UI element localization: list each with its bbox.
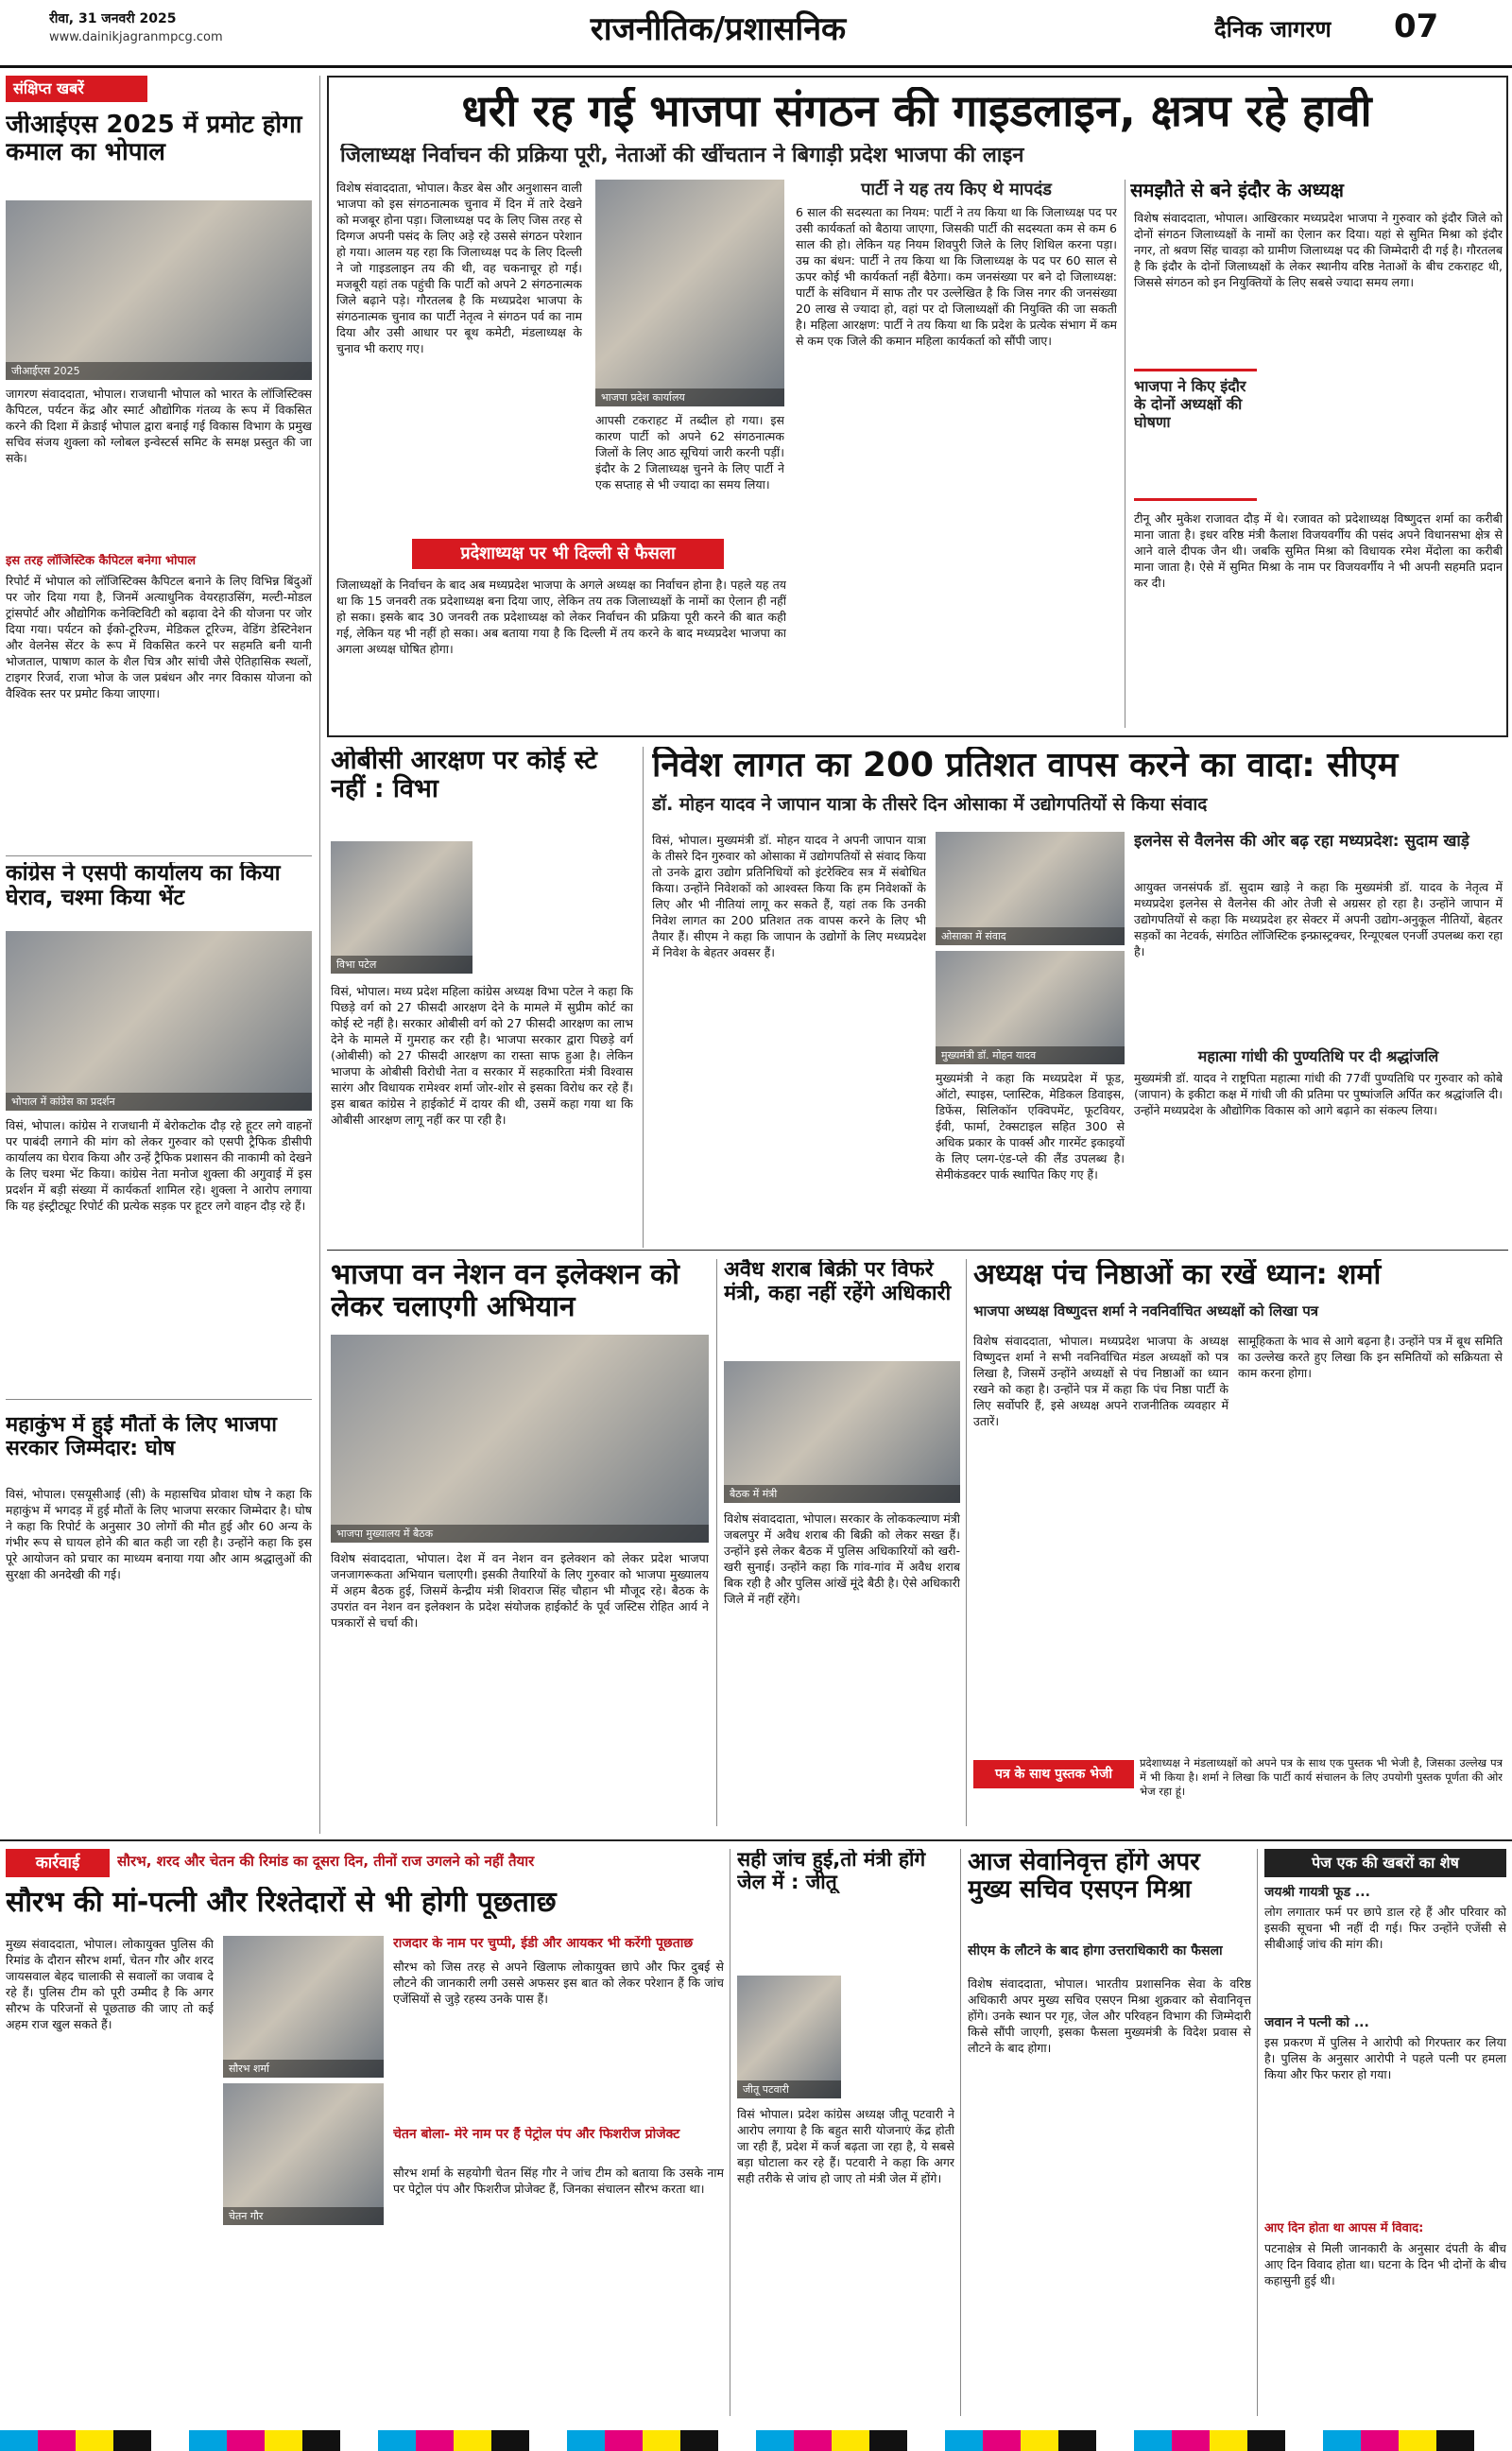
masthead-website: www.dainikjagranmpcg.com [49, 30, 223, 44]
onenation-body: विशेष संवाददाता, भोपाल। देश में वन नेशन वन इलेक्शन को लेकर प्रदेश भाजपा जनजागरूकता अभियान चलाएगी। इसकी तैयारियों के लिए गुरुवार को भाजपा मुख्यालय में अहम बैठक हुई, जिसमें केन्द्रीय मंत्री शिवराज सिंह चौहान भी मौजूद रहे। बैठक के उपरांत वन नेशन वन इलेक्शन के प्रदेश संयोजक हाईकोर्ट के पूर्व जस्टिस रोहित आर्य ने पत्रकारों से चर्चा की। [331, 1551, 709, 1630]
invest-photo-1 [936, 832, 1125, 945]
saurabh-headline: सौरभ की मां-पत्नी और रिश्तेदारों से भी होगी पूछताछ [6, 1887, 557, 1919]
lead-col2: आपसी टकराहट में तब्दील हो गया। इस कारण पार्टी को अपने 62 संगठनात्मक जिलों के लिए आठ सूचियां जारी करनी पड़ीं। इंदौर के 2 जिलाध्यक्ष चुनने के लिए पार्टी ने एक सप्ताह से भी ज्यादा का समय लिया। [595, 413, 784, 492]
lead-deck: जिलाध्यक्ष निर्वाचन की प्रक्रिया पूरी, नेताओं की खींचतान ने बिगाड़ी प्रदेश भाजपा की लाइन [340, 144, 1024, 167]
brief-photo-caption: जीआईएस 2025 [6, 362, 312, 380]
rules-head: पार्टी ने यह तय किए थे मापदंड [861, 180, 1052, 199]
invest-side-head2: महात्मा गांधी की पुण्यतिथि पर दी श्रद्धांजलि [1197, 1047, 1439, 1065]
jitu-photo-caption: जीतू पटवारी [737, 2080, 841, 2098]
onenation-photo-caption: भाजपा मुख्यालय में बैठक [331, 1525, 709, 1543]
congress-photo-caption: भोपाल में कांग्रेस का प्रदर्शन [6, 1093, 312, 1111]
rules-body: 6 साल की सदस्यता का नियम: पार्टी ने तय किया था कि जिलाध्यक्ष पद पर उसी कार्यकर्ता को बैठाया जाएगा, जिसकी पार्टी की सदस्यता कम से कम 6 साल की हो। लेकिन यह नियम शिवपुरी जिले के लिए शिथिल करना पड़ा। उम्र का बंधन: पार्टी ने तय किया था कि जिलाध्यक्ष के पद पर 60 साल से ऊपर कोई भी कार्यकर्ता नहीं बैठेगा। कम जनसंख्या पर बने दो जिलाध्यक्ष: पार्टी के संविधान में साफ तौर पर उल्लेखित है कि जिस नगर की जनसंख्या 20 लाख से ज्यादा हो, वहां पर दो जिलाध्यक्षों की नियुक्ति की जा सकती है। महिला आरक्षण: पार्टी ने तय किया था कि प्रदेश के प्रत्येक संभाग में कम से कम एक जिले की कमान महिला कार्यकर्ता को सौंपी जाए। [796, 205, 1117, 348]
obc-photo [331, 841, 472, 974]
liquor-headline: अवैध शराब बिक्री पर विफरे मंत्री, कहा नहीं रहेंगे अधिकारी [724, 1259, 952, 1305]
saurabh-tag: कार्रवाई [6, 1849, 110, 1877]
invest-headline: निवेश लागत का 200 प्रतिशत वापस करने का वादा: सीएम [652, 747, 1399, 785]
saurabh-sub1: राजदार के नाम पर चुप्पी, ईडी और आयकर भी करेंगी पूछताछ [393, 1936, 694, 1951]
invest-photo-2 [936, 951, 1125, 1064]
obc-photo-caption: विभा पटेल [331, 956, 472, 974]
congress-body: विसं, भोपाल। कांग्रेस ने राजधानी में बेरोकटोक दौड़ रहे हूटर लगे वाहनों पर पाबंदी लगाने की मांग को लेकर गुरुवार को एसपी ट्रैफिक डीसीपी कार्यालय का घेराव किया और उन्हें ट्रैफिक प्रशासन की नाकामी को देखने के लिए चश्मा भेंट किया। कांग्रेस नेता मनोज शुक्ला की अगुवाई में इस प्रदर्शन में बड़ी संख्या में कार्यकर्ता शामिल रहे। शुक्ला ने आरोप लगाया कि यह इंस्ट्रीट्यूट रिपोर्ट की प्रत्येक सड़क पर हूटर लगे वाहन दौड़ रहे हैं। [6, 1118, 312, 1213]
divider [960, 1849, 961, 2416]
sharma-box-head: पत्र के साथ पुस्तक भेजी [973, 1760, 1134, 1788]
liquor-photo [724, 1361, 960, 1503]
sharma-body2: सामूहिकता के भाव से आगे बढ़ना है। उन्होंने पत्र में बूथ समिति का उल्लेख करते हुए लिखा कि इन समितियों को सक्रियता से काम करना होगा। [1238, 1334, 1503, 1380]
sharma-body: विशेष संवाददाता, भोपाल। मध्यप्रदेश भाजपा के अध्यक्ष विष्णुदत्त शर्मा ने सभी नवनिर्वाचित मंडल अध्यक्षों को पत्र लिखा है, जिसमें उन्होंने अध्यक्षों से पंच निष्ठाओं का ध्यान रखने को कहा है। उन्होंने पत्र में कहा कि पंच निष्ठा पार्टी के लिए सर्वोपरि हैं, इसे अध्यक्ष अपने राजनीतिक व्यवहार में उतारें। [973, 1334, 1228, 1428]
saurabh-photo-2-caption: चेतन गौर [223, 2207, 384, 2225]
invest-side-body2: मुख्यमंत्री डॉ. यादव ने राष्ट्रपिता महात्मा गांधी की 77वीं पुण्यतिथि पर गुरुवार को कोबे (जापान) के इकीटा कक्ष में गांधी जी की प्रतिमा पर पुष्पांजलि अर्पित कर श्रद्धांजलि दी। उन्होंने मध्यप्रदेश के औद्योगिक विकास को आगे बढ़ाने का संकल्प लिया। [1134, 1071, 1503, 1117]
mishra-headline: आज सेवानिवृत्त होंगे अपर मुख्य सचिव एसएन मिश्रा [968, 1849, 1200, 1905]
divider [643, 747, 644, 1248]
brief-subhead: इस तरह लॉजिस्टिक कैपिटल बनेगा भोपाल [6, 554, 197, 568]
liquor-photo-caption: बैठक में मंत्री [724, 1485, 960, 1503]
obc-body: विसं, भोपाल। मध्य प्रदेश महिला कांग्रेस अध्यक्ष विभा पटेल ने कहा कि पिछड़े वर्ग को 27 फीसदी आरक्षण देने के मामले में सुप्रीम कोर्ट का कोई स्टे नहीं है। सरकार ओबीसी वर्ग को 27 फीसदी आरक्षण का लाभ देने के मामले में गुमराह कर रही है। भाजपा सरकार द्वारा पिछड़े वर्ग (ओबीसी) को 27 फीसदी आरक्षण का रास्ता साफ हुआ है। लेकिन भाजपा के ओबीसी विरोधी नेता व सरकार में सहकारिता मंत्री विश्वास सारंग और विधायक रामेश्वर शर्मा जोर-शोर से इसका विरोध कर रहे हैं। इस बाबत कांग्रेस ने हाईकोर्ट में दायर की थी, उसमें कहा गया था कि ओबीसी आरक्षण लागू नहीं कर पा रही है। [331, 984, 633, 1127]
saurabh-photo-2 [223, 2083, 384, 2225]
more-head: पेज एक की खबरों का शेष [1264, 1849, 1506, 1877]
brief-headline: जीआईएस 2025 में प्रमोट होगा कमाल का भोपाल [6, 112, 302, 167]
brief-tag: संक्षिप्त खबरें [6, 76, 147, 102]
brief-photo [6, 200, 312, 380]
obc-headline: ओबीसी आरक्षण पर कोई स्टे नहीं : विभा [331, 747, 597, 804]
lead-headline: धरी रह गई भाजपा संगठन की गाइडलाइन, क्षत्रप रहे हावी [461, 87, 1372, 136]
saurabh-sub1-body: सौरभ को जिस तरह से अपने खिलाफ लोकायुक्त छापे और फिर दुबई से लौटने की जानकारी लगी उससे अफसर इस बात को लेकर परेशान हैं कि जांच एजेंसियों से जुड़े रहस्य उनके पास हैं। [393, 1959, 724, 2006]
divider [0, 1839, 1512, 1841]
more-item3-head: आए दिन होता था आपस में विवाद: [1264, 2221, 1424, 2235]
masthead [0, 0, 1512, 68]
divider [6, 855, 312, 856]
divider [966, 1259, 967, 1826]
lead-photo [595, 180, 784, 406]
sharma-box-body: प्रदेशाध्यक्ष ने मंडलाध्यक्षों को अपने पत्र के साथ एक पुस्तक भी भेजी है, जिसका उल्लेख पत्र में भी किया है। शर्मा ने लिखा कि पार्टी कार्य संचालन के लिए उपयोगी पुस्तक पूर्णता की ओर भेज रहा हूं। [1140, 1756, 1503, 1798]
more-item2-head: जवान ने पत्नी को ... [1264, 2015, 1369, 2030]
congress-headline: कांग्रेस ने एसपी कार्यालय का किया घेराव, चश्मा किया भेंट [6, 862, 281, 910]
color-strip [0, 2430, 1512, 2451]
sharma-headline: अध्यक्ष पंच निष्ठाओं का रखें ध्यान: शर्मा [973, 1259, 1382, 1291]
congress-photo [6, 931, 312, 1111]
invest-body: विसं, भोपाल। मुख्यमंत्री डॉ. मोहन यादव ने अपनी जापान यात्रा के तीसरे दिन गुरुवार को ओसाका में उद्योगपतियों से संवाद किया तो उनके द्वारा उद्योग प्रतिनिधियों को इंटरेक्टिव सत्र में संबोधित किया। उन्होंने निवेशकों को आश्वस्त किया कि हम निवेशकों के लिए और भी नीतियां लागू कर सकते हैं, यहां तक कि उनकी निवेश लागत का 200 प्रतिशत तक वापस करने के लिए भी तैयार हैं। सीएम ने कहा कि जापान के उद्योगों के लिए मध्यप्रदेश में निवेश के बेहतर अवसर हैं। [652, 833, 926, 959]
lead-bar: प्रदेशाध्यक्ष पर भी दिल्ली से फैसला [412, 539, 724, 569]
sharma-deck: भाजपा अध्यक्ष विष्णुदत्त शर्मा ने नवनिर्वाचित अध्यक्षों को लिखा पत्र [973, 1303, 1319, 1320]
liquor-body: विशेष संवाददाता, भोपाल। सरकार के लोककल्याण मंत्री जबलपुर में अवैध शराब की बिक्री को लेकर सख्त हैं। उन्होंने इसे लेकर बैठक में पुलिस अधिकारियों को खरी-खरी सुनाई। उन्होंने कहा कि गांव-गांव में अवैध शराब बिक रही है और पुलिस आंखें मूंदे बैठी है। ऐसे अधिकारी जिले में नहीं रहेंगे। [724, 1511, 960, 1606]
mahakumbh-headline: महाकुंभ में हुई मौतों के लिए भाजपा सरकार जिम्मेदार: घोष [6, 1414, 277, 1460]
more-item1-head: जयश्री गायत्री फूड ... [1264, 1885, 1370, 1900]
mishra-deck: सीएम के लौटने के बाद होगा उत्तराधिकारी का फैसला [968, 1943, 1223, 1959]
divider [1257, 1849, 1258, 2416]
divider [6, 1399, 312, 1400]
indore-body2: टीनू और मुकेश राजावत दौड़ में थे। रजावत को प्रदेशाध्यक्ष विष्णुदत्त शर्मा का करीबी माना जाता है। इधर वरिष्ठ मंत्री कैलाश विजयवर्गीय की पसंद अपने विधानसभा क्षेत्र से आने वाले दीपक जैन थी। जबकि सुमित मिश्रा को विधायक रमेश मेंदोला का करीबी माना जाता है। ऐसे में सुमित मिश्रा के नाम पर विजयवर्गीय ने भी अपनी सहमति प्रदान कर दी। [1134, 511, 1503, 590]
indore-body: विशेष संवाददाता, भोपाल। आखिरकार मध्यप्रदेश भाजपा ने गुरुवार को इंदौर जिले को दोनों संगठन जिलाध्यक्षों के नामों का ऐलान कर दिया। यहां से सुमित मिश्रा को इंदौर नगर, तो श्रवण सिंह चावड़ा को ग्रामीण जिलाध्यक्ष पद की जिम्मेदारी दी गई है। गौरतलब है कि इंदौर के दोनों जिलाध्यक्षों के लेकर स्थानीय वरिष्ठ नेताओं के बीच टकराहट थी, जिससे संगठन को इन नियुक्तियों के लिए सबसे ज्यादा समय लगा। [1134, 211, 1503, 289]
more-item2-body: इस प्रकरण में पुलिस ने आरोपी को गिरफ्तार कर लिया है। पुलिस के अनुसार आरोपी ने पहले पत्नी पर हमला किया और फिर फरार हो गया। [1264, 2035, 1506, 2081]
mahakumbh-body: विसं, भोपाल। एसयूसीआई (सी) के महासचिव प्रोवाश घोष ने कहा कि महाकुंभ में भगदड़ में हुई मौतों के लिए भाजपा सरकार जिम्मेदार है। घोष ने कहा कि रिपोर्ट के अनुसार 30 लोगों की मौत हुई और 60 अन्य के गंभीर रूप से घायल होने की बात कही जा रही है। उन्होंने कहा कि इस पूरे आयोजन को प्रचार का माध्यम बनाया गया और आम श्रद्धालुओं की सुरक्षा की अनदेखी की गई। [6, 1487, 312, 1581]
jitu-photo [737, 1976, 841, 2098]
invest-side-head: इलनेस से वैलनेस की ओर बढ़ रहा मध्यप्रदेश: सुदाम खाड़े [1134, 832, 1469, 851]
saurabh-kicker: सौरभ, शरद और चेतन की रिमांड का दूसरा दिन, तीनों राज उगलने को नहीं तैयार [117, 1853, 535, 1870]
lead-bar-body: जिलाध्यक्षों के निर्वाचन के बाद अब मध्यप्रदेश भाजपा के अगले अध्यक्ष का निर्वाचन होना है। पहले यह तय था कि 15 जनवरी तक प्रदेशाध्यक्ष बना दिया जाए, लेकिन तय तक जिलाध्यक्षों के नामों का ऐलान ही नहीं हो सका। इसके बाद 30 जनवरी तक प्रदेशाध्यक्ष को लेकर निर्वाचन की प्रक्रिया पूरी करने की बात कही गई, लेकिन यह भी नहीं हो सका। अब बताया गया है कि दिल्ली में तय करने के बाद मध्यप्रदेश भाजपा का अगला अध्यक्ष घोषित होगा। [336, 578, 786, 656]
onenation-photo [331, 1335, 709, 1543]
more-item1-body: लोग लगातार फर्म पर छापे डाल रहे हैं और परिवार को इसकी सूचना भी नहीं दी गई। फिर उन्होंने एजेंसी से सीबीआई जांच की मांग की। [1264, 1905, 1506, 1951]
invest-photo-2-caption: मुख्यमंत्री डॉ. मोहन यादव [936, 1046, 1125, 1064]
more-item3-body: पटनाक्षेत्र से मिली जानकारी के अनुसार दंपती के बीच आए दिन विवाद होता था। घटना के दिन भी दोनों के बीच कहासुनी हुई थी। [1264, 2241, 1506, 2287]
jitu-headline: सही जांच हुई,तो मंत्री होंगे जेल में : जीतू [737, 1849, 926, 1893]
brief-subbody: रिपोर्ट में भोपाल को लॉजिस्टिक्स कैपिटल बनाने के लिए विभिन्न बिंदुओं पर जोर दिया गया है, जिनमें अत्याधुनिक वेयरहाउसिंग, मल्टी-मोडल ट्रांसपोर्ट और औद्योगिक कनेक्टिविटी को बढ़ावा देने की योजना पर जोर दिया गया। पर्यटन को ईको-टूरिज्म, मेडिकल टूरिज्म, वेडिंग डेस्टिनेशन और वेलनेस सेंटर के रूप में विकसित करने पर सहमति बनी यानी भोजताल, पाषाण काल के शैल चित्र और सांची जैसे ऐतिहासिक स्थलों, टाइगर रिजर्व, राजा भोज के जल प्रबंधन और नगर विकास योजना को वैश्विक स्तर पर प्रमोट किया जाएगा। [6, 574, 312, 700]
section-title: राजनीतिक/प्रशासनिक [590, 10, 847, 48]
invest-deck: डॉ. मोहन यादव ने जापान यात्रा के तीसरे दिन ओसाका में उद्योगपतियों से किया संवाद [652, 794, 1208, 815]
saurabh-sub2-body: सौरभ शर्मा के सहयोगी चेतन सिंह गौर ने जांच टीम को बताया कि उसके नाम पर पेट्रोल पंप और फिशरीज प्रोजेक्ट हैं, जिनका संचालन सौरभ करता था। [393, 2166, 724, 2196]
invest-body2: मुख्यमंत्री ने कहा कि मध्यप्रदेश में फूड, ऑटो, स्पाइस, प्लास्टिक, मेडिकल डिवाइस, डिफेंस, सिलिकॉन एक्विपमेंट, फूटवियर, ईवी, फार्मा, टेक्सटाइल सहित 300 से अधिक प्रकार के पार्क्स और गारमेंट इकाइयों के लिए प्लग-एंड-प्ले की लैंड उपलब्ध है। सेमीकंडक्टर पार्क स्थापित किए गए हैं। [936, 1071, 1125, 1182]
divider [327, 1250, 1508, 1251]
page-number: 07 [1394, 8, 1439, 45]
mishra-body: विशेष संवाददाता, भोपाल। भारतीय प्रशासनिक सेवा के वरिष्ठ अधिकारी अपर मुख्य सचिव एसएन मिश्रा शुक्रवार को सेवानिवृत्त होंगे। उनके स्थान पर गृह, जेल और परिवहन विभाग की जिम्मेदारी किसे सौंपी जाएगी, इसका फैसला मुख्यमंत्री के विदेश प्रवास से लौटने के बाद होगा। [968, 1976, 1251, 2055]
invest-photo-1-caption: ओसाका में संवाद [936, 927, 1125, 945]
lead-col1: विशेष संवाददाता, भोपाल। कैडर बेस और अनुशासन वाली भाजपा को इस संगठनात्मक चुनाव में दिन में तारे देखने को मजबूर होना पड़ा। जिलाध्यक्ष पद के लिए जिस तरह से दिग्गज अपनी पसंद के लिए अड़े रहे उससे संगठन परेशान हो गया। आलम यह रहा कि जिलाध्यक्ष पद के लिए दिल्ली ने जो गाइडलाइन तय की थी, वह चकनाचूर हो गई। मजबूरी यहां तक पहुंची कि पार्टी को अपने 2 संगठनात्मक जिले बढ़ाने पड़े। गौरतलब है कि मध्यप्रदेश भाजपा के संगठनात्मक चुनाव का पार्टी नेतृत्व ने संगठन पर्व का नाम दिया और उसी आधार पर बूथ कमेटी, मंडलाध्यक्ष के चुनाव भी कराए गए। [336, 181, 582, 355]
paper-name: दैनिक जागरण [1214, 16, 1332, 43]
saurabh-sub2: चेतन बोला- मेरे नाम पर हैं पेट्रोल पंप और फिशरीज प्रोजेक्ट [393, 2127, 680, 2142]
saurabh-photo-1-caption: सौरभ शर्मा [223, 2060, 384, 2078]
invest-side-body: आयुक्त जनसंपर्क डॉ. सुदाम खाड़े ने कहा कि मुख्यमंत्री डॉ. यादव के नेतृत्व में मध्यप्रदेश इलनेस से वैलनेस की ओर तेजी से अग्रसर हो रहा है। उन्होंने जापान में उद्योगपतियों से कहा कि मध्यप्रदेश हर सेक्टर में अपनी उद्योग-अनुकूल नीतियों, बेहतर सड़कों का नेटवर्क, संगठित लॉजिस्टिक इन्फ्रास्ट्रक्चर, रिन्यूएबल एनर्जी उपलब्ध करा रहा है। [1134, 880, 1503, 958]
brief-body: जागरण संवाददाता, भोपाल। राजधानी भोपाल को भारत के लॉजिस्टिक्स कैपिटल, पर्यटन केंद्र और स्मार्ट औद्योगिक गंतव्य के रूप में विकसित करने की दिशा में क्रेडाई भोपाल द्वारा बनाई गई विकास विभाग के प्रमुख सचिव संजय शुक्ला को ग्लोबल इन्वेस्टर्स समिट के समक्ष प्रस्तुत की जा सके। [6, 387, 312, 465]
jitu-body: विसं भोपाल। प्रदेश कांग्रेस अध्यक्ष जीतू पटवारी ने आरोप लगाया है कि बहुत सारी योजनाएं केंद्र होती जा रही हैं, प्रदेश में कर्ज बढ़ता जा रहा है, ये सबसे बड़ा घोटाला कर रहे हैं। पटवारी ने कहा कि अगर सही तरीके से जांच हो जाए तो मंत्री जेल में होंगे। [737, 2107, 954, 2185]
divider [716, 1259, 717, 1826]
lead-photo-caption: भाजपा प्रदेश कार्यालय [595, 388, 784, 406]
onenation-headline: भाजपा वन नेशन वन इलेक्शन को लेकर चलाएगी अभियान [331, 1259, 679, 1323]
saurabh-photo-1 [223, 1936, 384, 2078]
indore-box: भाजपा ने किए इंदौर के दोनों अध्यक्षों की घोषणा [1134, 369, 1257, 501]
saurabh-body: मुख्य संवाददाता, भोपाल। लोकायुक्त पुलिस की रिमांड के दौरान सौरभ शर्मा, चेतन गौर और शरद जायसवाल बेहद चालाकी से सवालों का जवाब दे रहे हैं। पुलिस टीम को पूरी उम्मीद है कि अगर सौरभ के परिजनों से पूछताछ की जाए तो कई अहम राज खुल सकते हैं। [6, 1937, 214, 2031]
divider [319, 76, 320, 1834]
indore-headline: समझौते से बने इंदौर के अध्यक्ष [1130, 180, 1344, 201]
masthead-date: रीवा, 31 जनवरी 2025 [49, 11, 177, 26]
